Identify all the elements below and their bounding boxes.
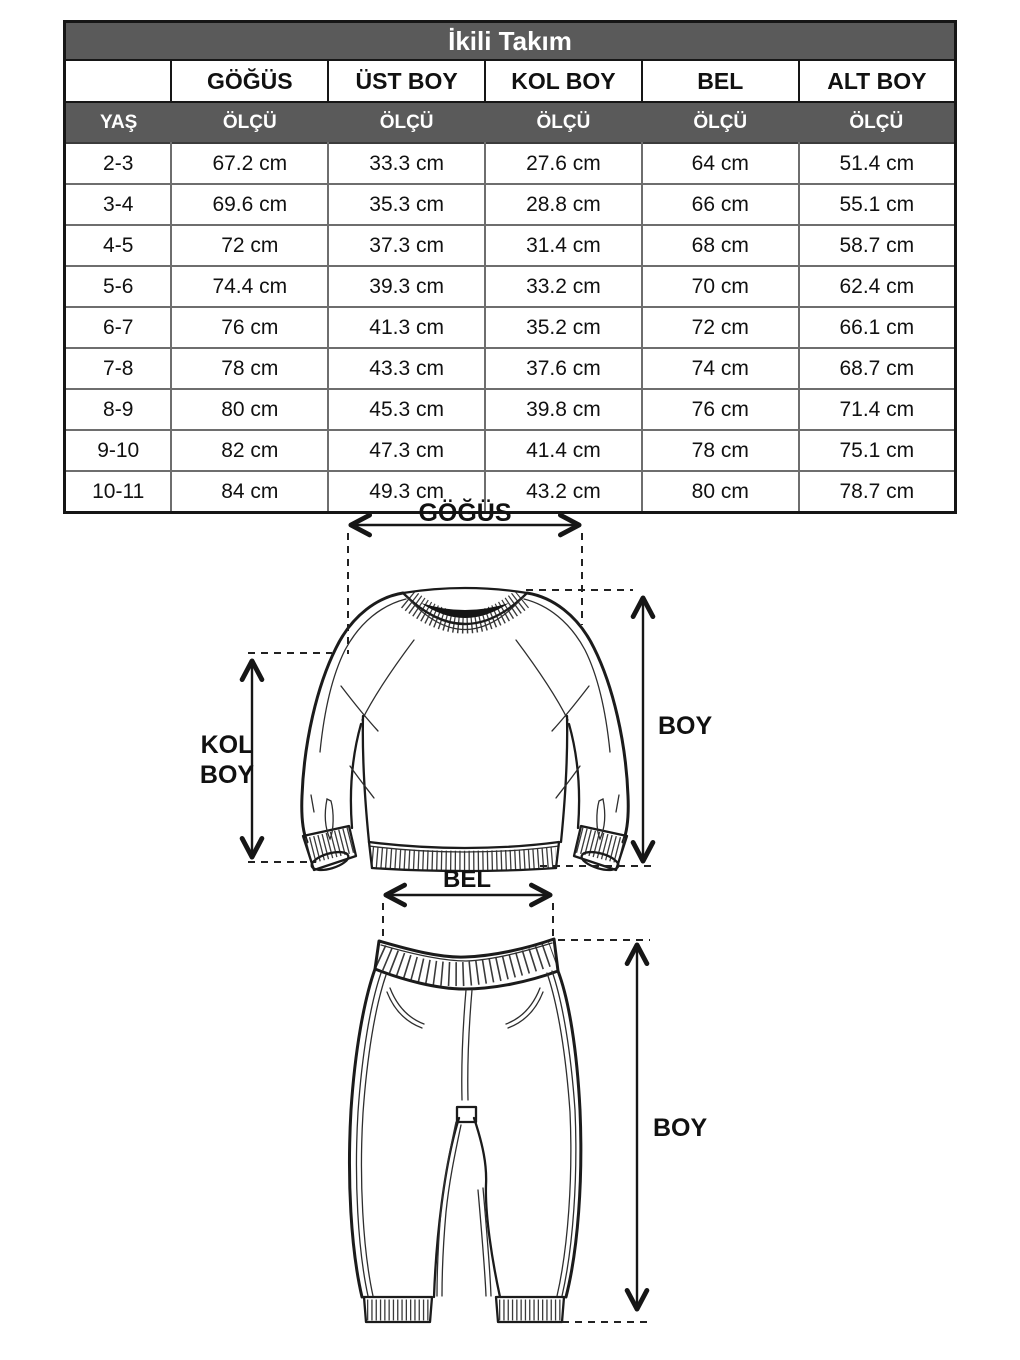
subheader-measure: ÖLÇÜ — [642, 102, 799, 143]
age-cell: 4-5 — [65, 225, 172, 266]
measurement-cell: 45.3 cm — [328, 389, 485, 430]
measurement-cell: 76 cm — [171, 307, 328, 348]
age-cell: 2-3 — [65, 143, 172, 184]
subheader-measure: ÖLÇÜ — [328, 102, 485, 143]
measurement-cell: 62.4 cm — [799, 266, 956, 307]
age-cell: 10-11 — [65, 471, 172, 513]
measurement-cell: 71.4 cm — [799, 389, 956, 430]
measurement-cell: 70 cm — [642, 266, 799, 307]
measurement-cell: 39.8 cm — [485, 389, 642, 430]
measurement-cell: 43.2 cm — [485, 471, 642, 513]
measurement-cell: 82 cm — [171, 430, 328, 471]
age-cell: 6-7 — [65, 307, 172, 348]
age-cell: 3-4 — [65, 184, 172, 225]
measurement-cell: 72 cm — [642, 307, 799, 348]
measurement-cell: 35.2 cm — [485, 307, 642, 348]
subheader-measure: ÖLÇÜ — [485, 102, 642, 143]
column-header-top-length: ÜST BOY — [328, 60, 485, 102]
subheader-measure: ÖLÇÜ — [171, 102, 328, 143]
top-length-label: BOY — [658, 712, 713, 740]
measurement-cell: 37.6 cm — [485, 348, 642, 389]
measurement-cell: 58.7 cm — [799, 225, 956, 266]
pants-drawing — [349, 939, 580, 1322]
measurement-cell: 68 cm — [642, 225, 799, 266]
measurement-cell: 78.7 cm — [799, 471, 956, 513]
measurement-cell: 75.1 cm — [799, 430, 956, 471]
chest-label: GÖĞÜS — [418, 499, 512, 527]
measurement-cell: 39.3 cm — [328, 266, 485, 307]
measurement-cell: 31.4 cm — [485, 225, 642, 266]
measurement-cell: 66 cm — [642, 184, 799, 225]
measurement-cell: 66.1 cm — [799, 307, 956, 348]
column-header-bottom-length: ALT BOY — [799, 60, 956, 102]
measurement-cell: 67.2 cm — [171, 143, 328, 184]
measurement-cell: 55.1 cm — [799, 184, 956, 225]
waist-label: BEL — [443, 866, 491, 893]
measurement-cell: 33.3 cm — [328, 143, 485, 184]
subheader-measure: ÖLÇÜ — [799, 102, 956, 143]
subheader-age: YAŞ — [65, 102, 172, 143]
measurement-cell: 51.4 cm — [799, 143, 956, 184]
measurement-cell: 68.7 cm — [799, 348, 956, 389]
measurement-cell: 64 cm — [642, 143, 799, 184]
measurement-cell: 74.4 cm — [171, 266, 328, 307]
measurement-cell: 84 cm — [171, 471, 328, 513]
age-cell: 5-6 — [65, 266, 172, 307]
column-header-sleeve: KOL BOY — [485, 60, 642, 102]
measurement-cell: 28.8 cm — [485, 184, 642, 225]
measurement-cell: 41.4 cm — [485, 430, 642, 471]
measurement-cell: 80 cm — [171, 389, 328, 430]
sleeve-label — [168, 730, 286, 790]
bottom-length-label: BOY — [653, 1114, 708, 1142]
measurement-cell: 41.3 cm — [328, 307, 485, 348]
dimension-arrows — [248, 525, 656, 1322]
measurement-cell: 49.3 cm — [328, 471, 485, 513]
measurement-cell: 78 cm — [171, 348, 328, 389]
measurement-cell: 76 cm — [642, 389, 799, 430]
column-header-chest: GÖĞÜS — [171, 60, 328, 102]
sleeve-label-line2: BOY — [199, 761, 255, 789]
sweatshirt-drawing — [302, 588, 629, 873]
measurement-cell: 43.3 cm — [328, 348, 485, 389]
age-cell: 7-8 — [65, 348, 172, 389]
table-title: İkili Takım — [65, 22, 956, 61]
age-cell: 8-9 — [65, 389, 172, 430]
measurement-cell: 78 cm — [642, 430, 799, 471]
measurement-cell: 69.6 cm — [171, 184, 328, 225]
measurement-cell: 35.3 cm — [328, 184, 485, 225]
sleeve-label-line1: KOL — [200, 731, 254, 759]
measurement-cell: 47.3 cm — [328, 430, 485, 471]
column-header-waist: BEL — [642, 60, 799, 102]
measurement-cell: 37.3 cm — [328, 225, 485, 266]
measurement-cell: 27.6 cm — [485, 143, 642, 184]
measurement-cell: 33.2 cm — [485, 266, 642, 307]
measurement-cell: 72 cm — [171, 225, 328, 266]
measurement-cell: 74 cm — [642, 348, 799, 389]
age-cell: 9-10 — [65, 430, 172, 471]
measurement-cell: 80 cm — [642, 471, 799, 513]
